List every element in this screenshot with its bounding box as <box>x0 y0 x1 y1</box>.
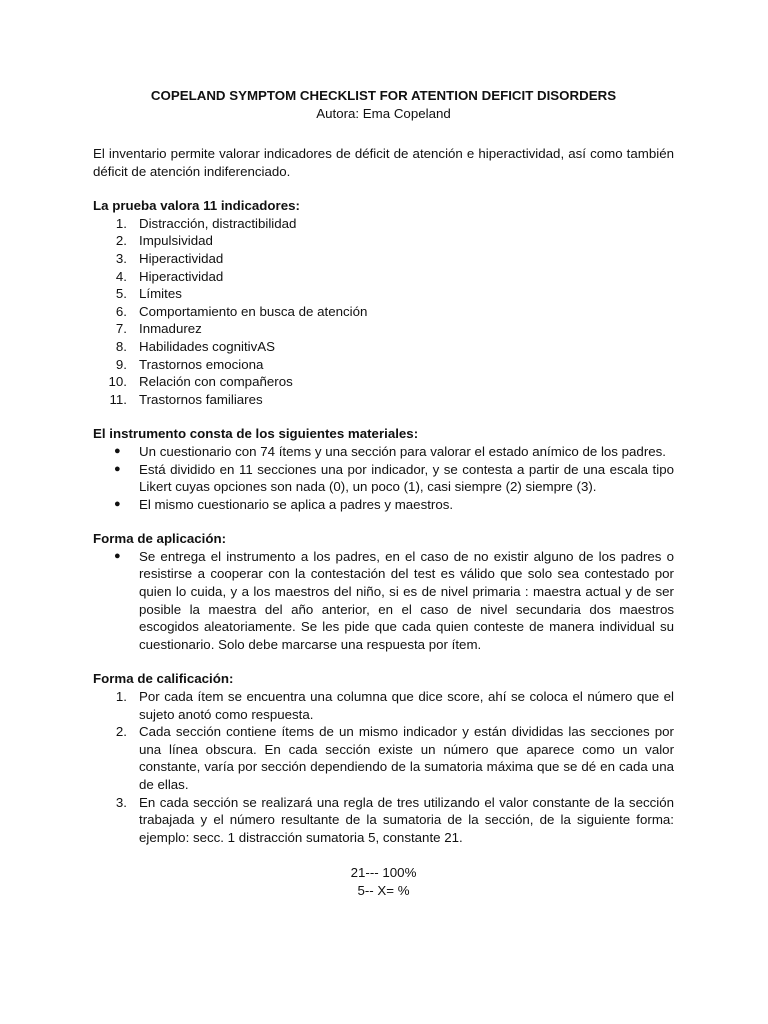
list-text: Relación con compañeros <box>139 374 293 390</box>
list-text: Límites <box>139 286 182 302</box>
list-number: 7. <box>115 321 127 337</box>
list-item <box>93 443 674 461</box>
list-item <box>93 356 674 374</box>
list-number: 9. <box>115 356 127 372</box>
bullet-icon: ● <box>114 549 121 562</box>
list-number: 2. <box>115 724 127 740</box>
list-number: 8. <box>115 338 127 354</box>
list-number: 1. <box>115 215 127 231</box>
list-item <box>93 496 674 514</box>
intro-paragraph: El inventario permite valorar indicadores de déficit de atención e hiperactividad, así como también déficit de atención indiferenciado. <box>93 146 674 179</box>
list-text: Habilidades cognitivAS <box>139 338 276 354</box>
list-number: 5. <box>115 286 127 302</box>
list-item <box>93 268 674 286</box>
list-number: 6. <box>115 303 127 319</box>
list-text: Hiperactividad <box>139 250 224 266</box>
bullet-icon: ● <box>114 462 121 475</box>
list-text: Un cuestionario con 74 ítems y una sección para valorar el estado anímico de los padres. <box>139 443 666 459</box>
list-text: El mismo cuestionario se aplica a padres y maestros. <box>139 496 454 512</box>
document-title: COPELAND SYMPTOM CHECKLIST FOR ATENTION DEFICIT DISORDERS <box>150 88 617 103</box>
list-number: 11. <box>109 391 127 407</box>
list-item <box>93 215 674 233</box>
list-item <box>93 373 674 391</box>
indicators-heading: La prueba valora 11 indicadores: <box>93 198 300 214</box>
list-text: Distracción, distractibilidad <box>139 215 297 231</box>
list-text: Por cada ítem se encuentra una columna que dice score, ahí se coloca el número que el sujeto anotó como respuesta. <box>139 689 674 722</box>
scoring-heading: Forma de calificación: <box>93 671 234 687</box>
scoring-list <box>93 688 674 846</box>
materials-list <box>93 443 674 513</box>
formula-line: 5-- X= % <box>357 883 410 899</box>
list-item <box>93 303 674 321</box>
bullet-icon: ● <box>114 444 121 457</box>
application-list <box>93 548 674 654</box>
list-item <box>93 548 674 654</box>
list-number: 10. <box>108 374 127 390</box>
list-item <box>93 320 674 338</box>
list-item <box>93 338 674 356</box>
materials-heading: El instrumento consta de los siguientes materiales: <box>93 426 419 442</box>
list-text: Se entrega el instrumento a los padres, en el caso de no existir alguno de los padres o resistirse a cooperar con la contestación del test es válido que solo sea contestado por quien lo cuida, y a los maestros del niño, si es de nivel primaria : maestra actual y de ser posible la maestra del año anterior, en el caso de nivel secundaria dos maestros escogidos aleatoriamente. Se les pide que cada quien conteste de manera individual su cuestionario. Solo debe marcarse una respuesta por ítem. <box>139 548 674 652</box>
list-number: 2. <box>115 233 127 249</box>
list-text: En cada sección se realizará una regla de tres utilizando el valor constante de la sección trabajada y el número resultante de la sumatoria de la sección, de la siguiente forma: ejemplo: secc. 1 distracción sumatoria 5, constante 21. <box>139 794 674 845</box>
bullet-icon: ● <box>114 497 121 510</box>
indicators-list <box>93 215 674 409</box>
list-item <box>93 794 674 847</box>
list-number: 4. <box>115 268 127 284</box>
list-number: 3. <box>115 250 127 266</box>
list-text: Cada sección contiene ítems de un mismo indicador y están divididas las secciones por una línea obscura. En cada sección existe un número que aparece como un valor constante, varía por sección dependiendo de la sumatoria máxima que se dé en cada una de ellas. <box>139 724 674 792</box>
list-text: Impulsividad <box>139 233 213 249</box>
application-heading: Forma de aplicación: <box>93 531 227 547</box>
list-number: 1. <box>115 689 127 705</box>
list-text: Comportamiento en busca de atención <box>139 303 368 319</box>
rule-of-three-formula <box>93 864 674 900</box>
list-text: Trastornos emociona <box>139 356 264 372</box>
list-text: Trastornos familiares <box>139 391 263 407</box>
list-item <box>93 391 674 409</box>
list-text: Inmadurez <box>139 321 202 337</box>
list-item <box>93 688 674 723</box>
list-text: Está dividido en 11 secciones una por indicador, y se contesta a partir de una escala tipo Likert cuyas opciones son nada (0), un poco (1), casi siempre (2) siempre (3). <box>139 461 674 495</box>
list-text: Hiperactividad <box>139 268 224 284</box>
list-item <box>93 250 674 268</box>
list-item <box>93 461 674 496</box>
list-number: 3. <box>115 794 127 810</box>
list-item <box>93 723 674 793</box>
formula-line: 21--- 100% <box>350 865 417 881</box>
list-item <box>93 232 674 250</box>
list-item <box>93 285 674 303</box>
document-author: Autora: Ema Copeland <box>316 106 451 121</box>
